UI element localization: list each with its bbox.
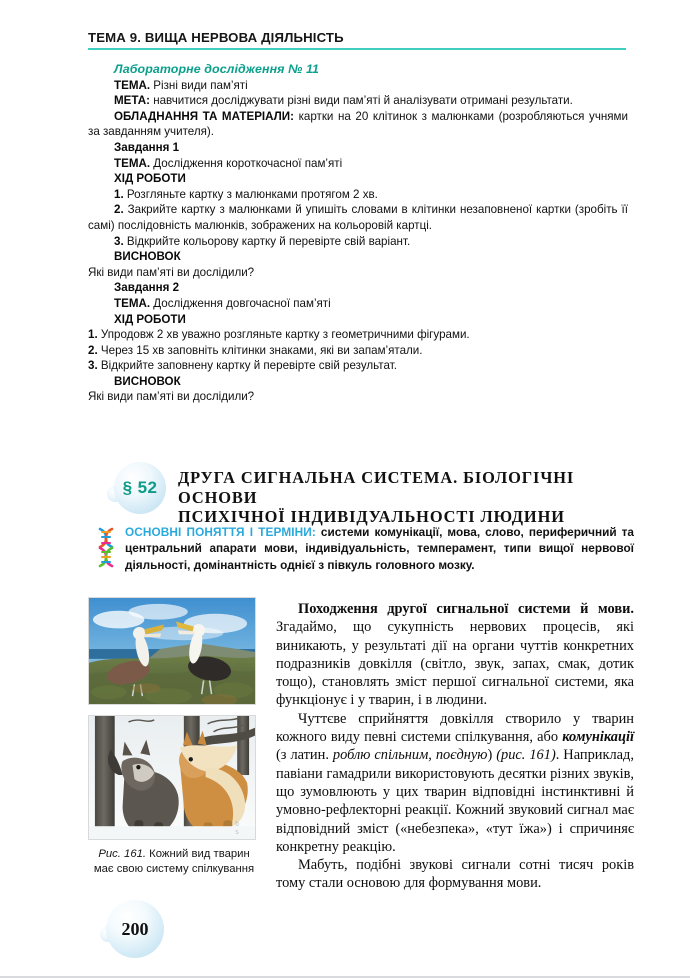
task-1-step bbox=[88, 187, 628, 203]
task-1-step-3-text: Відкрийте кольорову картку й перевірте свій варіант. bbox=[123, 234, 411, 248]
section-title-line-2: ПСИХІЧНОЇ ІНДИВІДУАЛЬНОСТІ ЛЮДИНИ bbox=[178, 507, 565, 526]
section-marker-bubble bbox=[114, 462, 166, 514]
lab-equipment-label: ОБЛАДНАННЯ ТА МАТЕРІАЛИ: bbox=[114, 109, 294, 123]
key-terms-text bbox=[125, 524, 634, 573]
header-title: ТЕМА 9. ВИЩА НЕРВОВА ДІЯЛЬНІСТЬ bbox=[88, 30, 344, 45]
body-paragraph-2 bbox=[276, 710, 634, 856]
lab-investigation-block bbox=[88, 62, 628, 405]
body-paragraph-2-part-4: . Наприклад, павіани гамадрили використовують десятки різних звуків, що зумовлюють у цих тварин відповідні інстинктивні й умовно-рефлекторні реакції. Кожний звуковий сигнал має відповідний зміст («небезпека», «тут їжа») і спричиняє конкретну реакцію. bbox=[276, 747, 634, 855]
task-1-procedure-label: ХІД РОБОТИ bbox=[114, 172, 186, 186]
task-1-conclusion-label: ВИСНОВОК bbox=[114, 250, 181, 264]
body-paragraph-3: Мабуть, подібні звукові сигнали сотні тисяч років тому стали основою для формування мови. bbox=[276, 857, 634, 892]
task-1-step-1-num: 1. bbox=[114, 187, 124, 201]
lab-title: Лабораторне дослідження № 11 bbox=[114, 62, 320, 76]
figure-caption-text: Кожний вид тварин має свою систему спілкування bbox=[93, 848, 255, 875]
task-1-conclusion-text: Які види пам’яті ви дослідили? bbox=[88, 265, 255, 279]
albatross-photo bbox=[88, 597, 256, 705]
task-2-step bbox=[88, 327, 628, 343]
section-title-line-1: ДРУГА СИГНАЛЬНА СИСТЕМА. БІОЛОГІЧНІ ОСНОВИ bbox=[178, 468, 575, 507]
task-1-step-2-text: Закрийте картку з малюнками й упишіть словами в клітинки незаповненої картки (зробіть її самі) послідовність малюнків, зображених на кольоровій картці. bbox=[88, 203, 628, 232]
task-2-conclusion-heading bbox=[88, 374, 628, 390]
body-paragraph-1-text: Згадаймо, що сукупність нервових процесів, які виникають, у результаті дії на органи чуттів конкретних подразників довкілля (світло, звук, запах, смак, дотик тощо), становлять зміст першої сигнальної системи, яка функціонує і у тварин, і в людини. bbox=[276, 619, 634, 709]
key-terms-block bbox=[96, 524, 634, 574]
body-paragraph-1-lead: Походження другої сигнальної системи й мови. bbox=[298, 601, 634, 617]
section-heading bbox=[112, 466, 637, 527]
lab-equipment-text: картки на 20 клітинок з малюнками (розробляються учнями за завданням учителя). bbox=[88, 109, 628, 139]
task-2-step-2-num: 2. bbox=[88, 343, 98, 357]
body-latin-gloss: роблю спільним, поєдную bbox=[332, 747, 488, 764]
task-2-step-3-num: 3. bbox=[88, 359, 98, 373]
lab-theme-text: Різні види пам’яті bbox=[150, 78, 248, 92]
key-terms-lead: ОСНОВНІ ПОНЯТТЯ І ТЕРМІНИ: bbox=[125, 525, 316, 539]
lab-goal-text: навчитися досліджувати різні види пам’яті й аналізувати отримані результати. bbox=[149, 94, 573, 108]
body-paragraph-2-part-2: (з латин. bbox=[276, 747, 333, 764]
key-terms-body: системи комунікації, мова, слово, периферичний та центральний апарати мови, індивідуальність, темперамент, типи вищої нервової діяльності, домінантність однієї з півкуль головного мозку. bbox=[125, 525, 634, 572]
task-2-conclusion-label: ВИСНОВОК bbox=[114, 374, 181, 388]
figure-caption bbox=[88, 847, 260, 877]
task-2-procedure-heading bbox=[88, 312, 628, 328]
body-paragraph-2-part-3: ) bbox=[487, 747, 497, 764]
task-1-conclusion-heading bbox=[88, 249, 628, 265]
task-1-number bbox=[88, 140, 628, 156]
task-1-theme-label: ТЕМА. bbox=[114, 156, 151, 170]
section-number: § 52 bbox=[122, 478, 158, 497]
task-2-number-label: Завдання 2 bbox=[114, 281, 180, 295]
task-2-conclusion-text: Які види пам’яті ви дослідили? bbox=[88, 390, 255, 404]
figure-caption-label: Рис. 161. bbox=[98, 848, 147, 860]
task-2-step-2-text: Через 15 хв заповніть клітинки знаками, які ви запам’ятали. bbox=[97, 343, 423, 357]
task-1-procedure-heading bbox=[88, 171, 628, 187]
task-1-number-label: Завдання 1 bbox=[114, 140, 180, 154]
task-1-theme bbox=[88, 156, 628, 172]
task-2-step bbox=[88, 343, 628, 359]
svg-text:b: b bbox=[235, 821, 240, 829]
task-2-theme-text: Дослідження довгочасної пам’яті bbox=[150, 296, 331, 310]
task-2-procedure-label: ХІД РОБОТИ bbox=[114, 312, 186, 326]
task-2-step-1-num: 1. bbox=[88, 328, 98, 342]
task-2-number bbox=[88, 280, 628, 296]
task-1-step bbox=[88, 202, 628, 233]
lab-equipment-line bbox=[88, 109, 628, 140]
horses-photo bbox=[88, 715, 256, 840]
task-2-step bbox=[88, 358, 628, 374]
svg-text:s: s bbox=[235, 829, 239, 837]
lab-goal-line bbox=[88, 93, 628, 109]
body-figure-reference: (рис. 161) bbox=[496, 747, 556, 764]
body-paragraph-2-part-1: Чуттєве сприйняття довкілля створило у тварин кожного виду певні системи спілкування, або bbox=[276, 710, 634, 746]
task-2-step-1-text: Упродовж 2 хв уважно розгляньте картку з геометричними фігурами. bbox=[97, 328, 470, 342]
running-header bbox=[88, 30, 626, 50]
lab-theme-line bbox=[88, 78, 628, 94]
task-1-theme-text: Дослідження короткочасної пам’яті bbox=[150, 156, 343, 170]
section-title bbox=[178, 468, 637, 527]
task-1-step-1-text: Розгляньте картку з малюнками протягом 2 хв. bbox=[123, 187, 378, 201]
body-text-column bbox=[276, 600, 634, 893]
figure-column bbox=[88, 597, 260, 877]
body-paragraph-1 bbox=[276, 600, 634, 710]
task-2-step-3-text: Відкрийте заповнену картку й перевірте свій результат. bbox=[97, 359, 397, 373]
task-2-theme bbox=[88, 296, 628, 312]
task-1-step-2-num: 2. bbox=[114, 203, 124, 217]
header-divider bbox=[88, 48, 626, 50]
page-number-bubble bbox=[100, 900, 166, 966]
task-1-step-3-num: 3. bbox=[114, 234, 124, 248]
lab-goal-label: МЕТА: bbox=[114, 94, 150, 108]
dna-helix-icon bbox=[96, 527, 116, 574]
task-2-theme-label: ТЕМА. bbox=[114, 296, 151, 310]
task-1-step bbox=[88, 234, 628, 250]
body-term-komunikatsii: комунікації bbox=[562, 729, 634, 746]
page-number: 200 bbox=[121, 918, 149, 939]
lab-theme-label: ТЕМА. bbox=[114, 78, 151, 92]
